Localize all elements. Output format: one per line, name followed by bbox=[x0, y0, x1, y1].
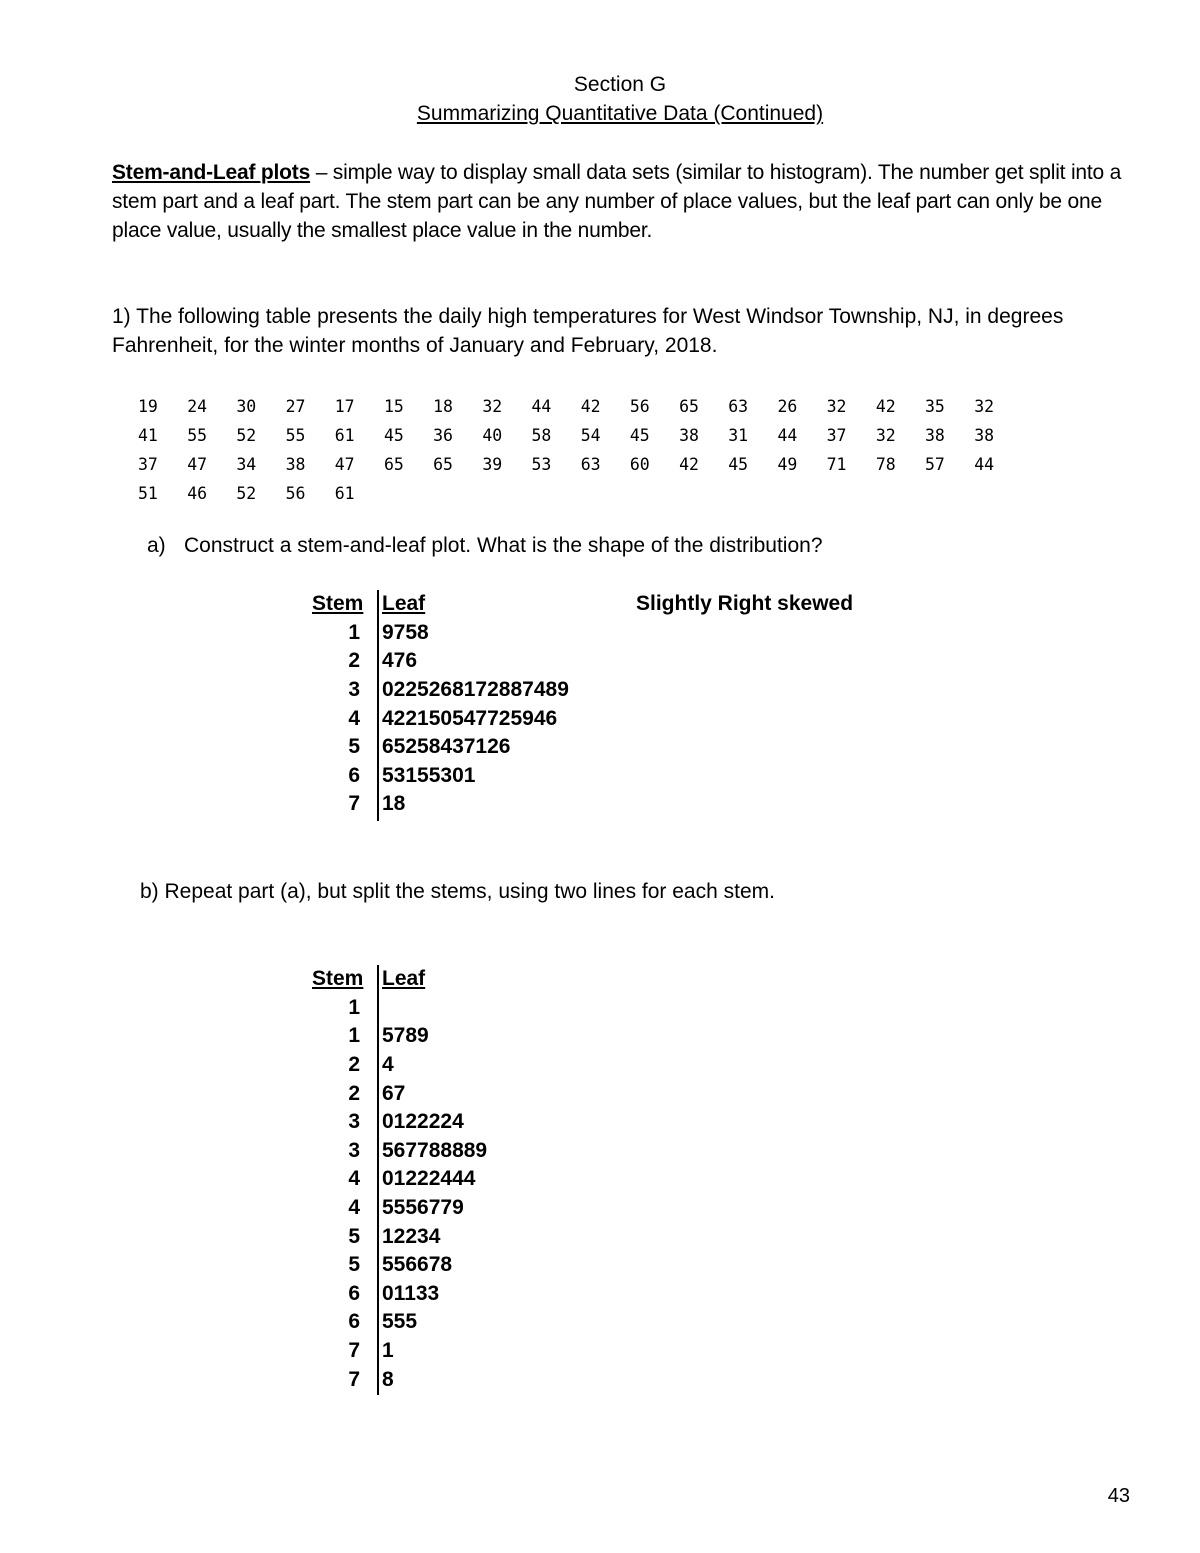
distribution-shape-answer: Slightly Right skewed bbox=[636, 592, 854, 615]
data-cell: 61 bbox=[334, 484, 355, 503]
leaf-values: 556678 bbox=[382, 1253, 453, 1277]
data-cell: 38 bbox=[974, 426, 995, 445]
data-cell: 55 bbox=[187, 426, 208, 445]
data-cell: 44 bbox=[531, 397, 552, 416]
stem-value: 5 bbox=[348, 1224, 360, 1248]
intro-paragraph bbox=[112, 158, 1122, 245]
data-cell: 51 bbox=[138, 484, 158, 503]
data-cell: 37 bbox=[826, 426, 847, 445]
data-cell: 34 bbox=[236, 455, 257, 474]
data-cell: 65 bbox=[679, 397, 699, 416]
stem-value: 3 bbox=[348, 1138, 360, 1162]
intro-term: Stem-and-Leaf plots bbox=[112, 161, 311, 184]
stem-leaf-plot-a bbox=[312, 590, 569, 819]
data-cell: 52 bbox=[236, 426, 257, 445]
data-cell: 63 bbox=[728, 397, 749, 416]
stem-leaf-row bbox=[312, 790, 569, 819]
stem-header: Stem bbox=[312, 967, 364, 991]
stem-leaf-row bbox=[312, 1108, 487, 1137]
data-cell: 26 bbox=[777, 397, 798, 416]
part-a-label: a) bbox=[147, 534, 166, 557]
data-cell: 42 bbox=[875, 397, 896, 416]
stem-value: 3 bbox=[348, 678, 360, 702]
stem-value: 2 bbox=[348, 649, 360, 673]
data-row bbox=[138, 479, 1023, 508]
stem-leaf-divider-b bbox=[377, 965, 379, 1395]
data-cell: 45 bbox=[383, 426, 404, 445]
data-cell: 78 bbox=[875, 455, 896, 474]
data-cell: 47 bbox=[334, 455, 355, 474]
data-cell: 31 bbox=[728, 426, 749, 445]
data-cell: 44 bbox=[974, 455, 995, 474]
data-cell: 47 bbox=[187, 455, 208, 474]
data-cell: 40 bbox=[482, 426, 503, 445]
stem-value: 4 bbox=[348, 1167, 360, 1191]
data-cell: 32 bbox=[875, 426, 896, 445]
stem-leaf-row bbox=[312, 733, 569, 762]
stem-leaf-row bbox=[312, 1079, 487, 1108]
leaf-header: Leaf bbox=[382, 592, 426, 616]
data-cell: 24 bbox=[187, 397, 208, 416]
leaf-values: 0225268172887489 bbox=[382, 678, 569, 702]
leaf-values: 9758 bbox=[382, 620, 429, 644]
stem-leaf-row bbox=[312, 1251, 487, 1280]
data-cell: 57 bbox=[925, 455, 945, 474]
data-cell: 32 bbox=[974, 397, 995, 416]
stem-value: 6 bbox=[348, 1281, 360, 1305]
question-1-text: 1) The following table presents the daily high temperatures for West Windsor Township, NJ, in degrees Fahrenheit, for the winter months of January and February, 2018. bbox=[112, 305, 1064, 357]
data-row bbox=[138, 421, 1023, 450]
stem-leaf-row bbox=[312, 704, 569, 733]
data-cell: 45 bbox=[728, 455, 749, 474]
data-cell: 46 bbox=[187, 484, 208, 503]
data-cell: 54 bbox=[580, 426, 601, 445]
data-cell: 49 bbox=[777, 455, 798, 474]
stem-leaf-divider-a bbox=[377, 590, 379, 821]
data-cell: 61 bbox=[334, 426, 355, 445]
leaf-values: 01222444 bbox=[382, 1167, 476, 1191]
data-cell: 35 bbox=[925, 397, 945, 416]
stem-value: 5 bbox=[348, 1253, 360, 1277]
data-cell: 60 bbox=[629, 455, 650, 474]
stem-header: Stem bbox=[312, 592, 364, 616]
data-cell: 37 bbox=[138, 455, 158, 474]
data-cell: 65 bbox=[383, 455, 404, 474]
data-cell: 36 bbox=[433, 426, 453, 445]
stem-leaf-row bbox=[312, 676, 569, 705]
temperature-data-grid bbox=[138, 392, 1023, 508]
part-a-question: Construct a stem-and-leaf plot. What is the shape of the distribution? bbox=[184, 534, 823, 557]
data-cell: 38 bbox=[925, 426, 945, 445]
stem-value: 6 bbox=[348, 1310, 360, 1334]
stem-leaf-row bbox=[312, 1280, 487, 1309]
data-cell: 56 bbox=[285, 484, 306, 503]
data-cell: 38 bbox=[679, 426, 699, 445]
data-cell: 44 bbox=[777, 426, 798, 445]
leaf-values: 422150547725946 bbox=[382, 706, 558, 730]
stem-leaf-row bbox=[312, 1337, 487, 1366]
data-cell: 39 bbox=[482, 455, 503, 474]
stem-value: 4 bbox=[348, 706, 360, 730]
leaf-values: 01133 bbox=[382, 1281, 440, 1305]
data-cell: 55 bbox=[285, 426, 306, 445]
leaf-header: Leaf bbox=[382, 967, 426, 991]
stem-value: 1 bbox=[348, 1024, 360, 1048]
leaf-values: 8 bbox=[382, 1367, 394, 1391]
stem-leaf-row bbox=[312, 1222, 487, 1251]
data-row bbox=[138, 392, 1023, 421]
data-cell: 63 bbox=[580, 455, 601, 474]
data-cell: 27 bbox=[285, 397, 306, 416]
data-cell: 32 bbox=[482, 397, 503, 416]
data-cell: 38 bbox=[285, 455, 306, 474]
data-cell: 17 bbox=[334, 397, 355, 416]
leaf-values: 18 bbox=[382, 792, 406, 816]
stem-leaf-plot-b bbox=[312, 965, 487, 1394]
leaf-values: 1 bbox=[382, 1339, 394, 1363]
leaf-values: 12234 bbox=[382, 1224, 441, 1248]
intro-definition: – simple way to display small data sets (similar to histogram). The number get split into a stem part and a leaf part. The stem part can be any number of place values, but the leaf part can only be one place value, usually the smallest place value in the number. bbox=[112, 161, 1122, 242]
stem-value: 7 bbox=[348, 1367, 360, 1391]
data-cell: 42 bbox=[580, 397, 601, 416]
stem-value: 1 bbox=[348, 620, 360, 644]
leaf-values: 567788889 bbox=[382, 1138, 488, 1162]
stem-leaf-row bbox=[312, 994, 487, 1023]
data-cell: 30 bbox=[236, 397, 257, 416]
stem-value: 3 bbox=[348, 1110, 360, 1134]
stem-value: 7 bbox=[348, 792, 360, 816]
leaf-values: 67 bbox=[382, 1081, 406, 1105]
stem-leaf-row bbox=[312, 1365, 487, 1394]
data-cell: 56 bbox=[629, 397, 650, 416]
stem-leaf-row bbox=[312, 1165, 487, 1194]
stem-leaf-row bbox=[312, 1022, 487, 1051]
data-cell: 45 bbox=[629, 426, 650, 445]
leaf-values: 5556779 bbox=[382, 1196, 464, 1220]
leaf-values: 4 bbox=[382, 1053, 394, 1077]
leaf-values: 0122224 bbox=[382, 1110, 464, 1134]
leaf-values: 5789 bbox=[382, 1024, 429, 1048]
leaf-values: 555 bbox=[382, 1310, 418, 1334]
stem-value: 2 bbox=[348, 1053, 360, 1077]
data-cell: 42 bbox=[679, 455, 699, 474]
data-cell: 65 bbox=[433, 455, 453, 474]
leaf-values: 53155301 bbox=[382, 763, 476, 787]
stem-value: 4 bbox=[348, 1196, 360, 1220]
stem-leaf-row bbox=[312, 762, 569, 791]
stem-leaf-row bbox=[312, 1051, 487, 1080]
stem-value: 7 bbox=[348, 1339, 360, 1363]
page-subtitle: Summarizing Quantitative Data (Continued) bbox=[416, 102, 824, 125]
data-cell: 41 bbox=[138, 426, 158, 445]
part-b-question: b) Repeat part (a), but split the stems, using two lines for each stem. bbox=[140, 880, 775, 903]
section-title: Section G bbox=[573, 73, 667, 96]
stem-value: 6 bbox=[348, 763, 360, 787]
data-cell: 32 bbox=[826, 397, 847, 416]
data-cell: 18 bbox=[433, 397, 453, 416]
stem-value: 2 bbox=[348, 1081, 360, 1105]
data-cell: 19 bbox=[138, 397, 158, 416]
data-row bbox=[138, 450, 1023, 479]
stem-leaf-row bbox=[312, 647, 569, 676]
leaf-values: 476 bbox=[382, 649, 418, 673]
data-cell: 58 bbox=[531, 426, 552, 445]
data-cell: 15 bbox=[383, 397, 404, 416]
stem-leaf-row bbox=[312, 1308, 487, 1337]
data-cell: 52 bbox=[236, 484, 257, 503]
stem-value: 1 bbox=[348, 995, 360, 1019]
stem-value: 5 bbox=[348, 735, 360, 759]
data-cell: 71 bbox=[826, 455, 847, 474]
leaf-values: 65258437126 bbox=[382, 735, 511, 759]
stem-leaf-row bbox=[312, 619, 569, 648]
stem-leaf-row bbox=[312, 1194, 487, 1223]
data-cell: 53 bbox=[531, 455, 552, 474]
page-number: 43 bbox=[1107, 1485, 1130, 1507]
stem-leaf-row bbox=[312, 1137, 487, 1166]
